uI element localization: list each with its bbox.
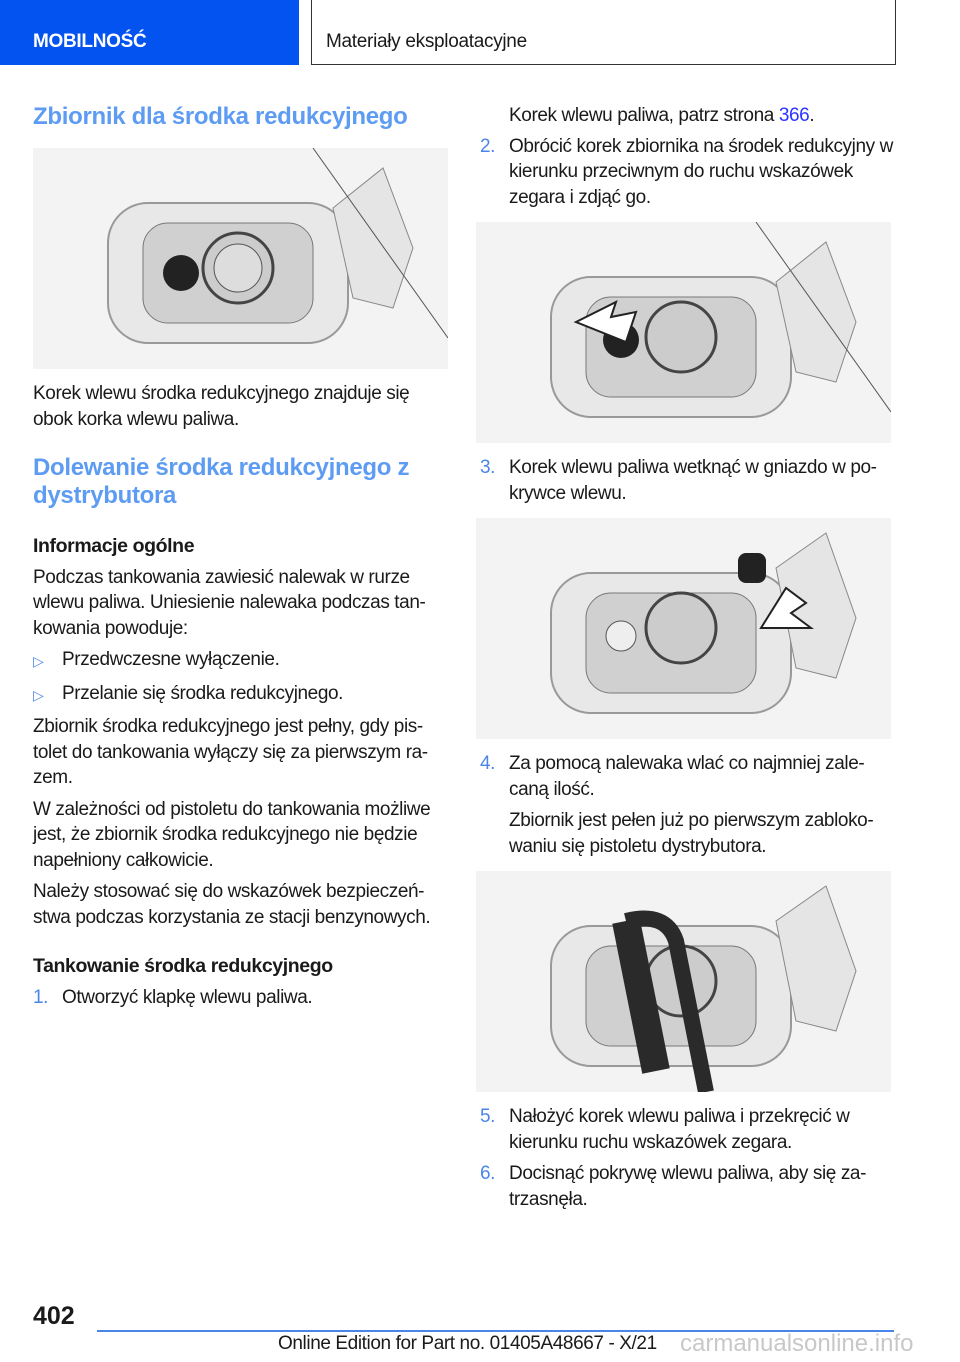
heading-reductant-tank: Zbiornik dla środka redukcyjnego <box>33 103 408 130</box>
text: . <box>809 105 815 126</box>
step-text: Docisnąć pokrywę wlewu paliwa, aby się za-trzasnęła. <box>509 1163 867 1210</box>
left-column <box>33 103 451 1016</box>
caption-text: Korek wlewu środka redukcyjnego znajduje się obok korka wlewu paliwa. <box>33 383 410 430</box>
step-number: 4. <box>480 753 496 774</box>
illustration-fill-nozzle <box>476 871 891 1092</box>
step-number: 1. <box>33 986 49 1008</box>
step-number: 2. <box>480 135 496 157</box>
step-3 <box>480 455 898 506</box>
paragraph: Należy stosować się do wskazówek bezpieczeń-stwa podczas korzystania ze stacji benzynowych. <box>33 881 431 928</box>
list-item <box>33 647 451 675</box>
page-number: 402 <box>33 1302 75 1330</box>
step-4 <box>480 751 898 802</box>
step-4-note: Zbiornik jest pełen już po pierwszym zabloko-waniu się pistoletu dystrybutora. <box>509 810 874 857</box>
heading-refill: Dolewanie środka redukcyjnego z dystrybutora <box>33 454 410 509</box>
step-text: Otworzyć klapkę wlewu paliwa. <box>62 986 313 1008</box>
heading-general-info: Informacje ogólne <box>33 535 195 557</box>
list-item <box>33 681 451 709</box>
step-1-continuation <box>480 103 898 129</box>
paragraph: Podczas tankowania zawiesić nalewak w rurze wlewu paliwa. Uniesienie nalewaka podczas tan-kowania powoduje: <box>33 566 426 639</box>
step-number: 6. <box>480 1163 496 1184</box>
illustration-store-cap <box>476 518 891 739</box>
step-text: Obrócić korek zbiornika na środek redukcyjny w kierunku przeciwnym do ruchu wskazówek zegara i zdjąć go. <box>509 135 893 208</box>
triangle-bullet-icon: ▷ <box>33 686 44 703</box>
step-text: Korek wlewu paliwa wetknąć w gniazdo w po-krywce wlewu. <box>509 457 877 504</box>
right-column <box>480 103 898 1218</box>
step-text: Nałożyć korek wlewu paliwa i przekręcić w kierunku ruchu wskazówek zegara. <box>509 1106 850 1153</box>
chapter-title: Materiały eksploatacyjne <box>311 0 896 65</box>
step-text: Za pomocą nalewaka wlać co najmniej zale-caną ilość. <box>509 753 865 800</box>
step-5 <box>480 1104 898 1155</box>
triangle-bullet-icon: ▷ <box>33 653 44 669</box>
edition-text: Online Edition for Part no. 01405A48667 - X/21 <box>278 1333 657 1354</box>
paragraph: W zależności od pistoletu do tankowania możliwe jest, że zbiornik środka redukcyjnego nie będzie napełniony całkowicie. <box>33 798 431 871</box>
step-1 <box>33 985 451 1011</box>
paragraph: Zbiornik środka redukcyjnego jest pełny, gdy pis-tolet do tankowania wyłączy się za pierwszym ra-zem. <box>33 716 428 788</box>
page-link[interactable]: 366 <box>778 105 810 126</box>
heading-refueling: Tankowanie środka redukcyjnego <box>33 955 333 977</box>
bullet-text: Przedwczesne wyłączenie. <box>62 649 280 670</box>
step-number: 3. <box>480 457 496 478</box>
step-number: 5. <box>480 1106 496 1127</box>
step-6 <box>480 1161 898 1212</box>
illustration-filler-caps <box>33 148 448 369</box>
watermark: carmanualsonline.info <box>680 1330 914 1357</box>
illustration-remove-cap <box>476 222 891 443</box>
bullet-text: Przelanie się środka redukcyjnego. <box>62 682 344 704</box>
text: Korek wlewu paliwa, patrz strona <box>509 105 779 126</box>
step-2 <box>480 134 898 211</box>
section-tab: MOBILNOŚĆ <box>0 0 299 65</box>
